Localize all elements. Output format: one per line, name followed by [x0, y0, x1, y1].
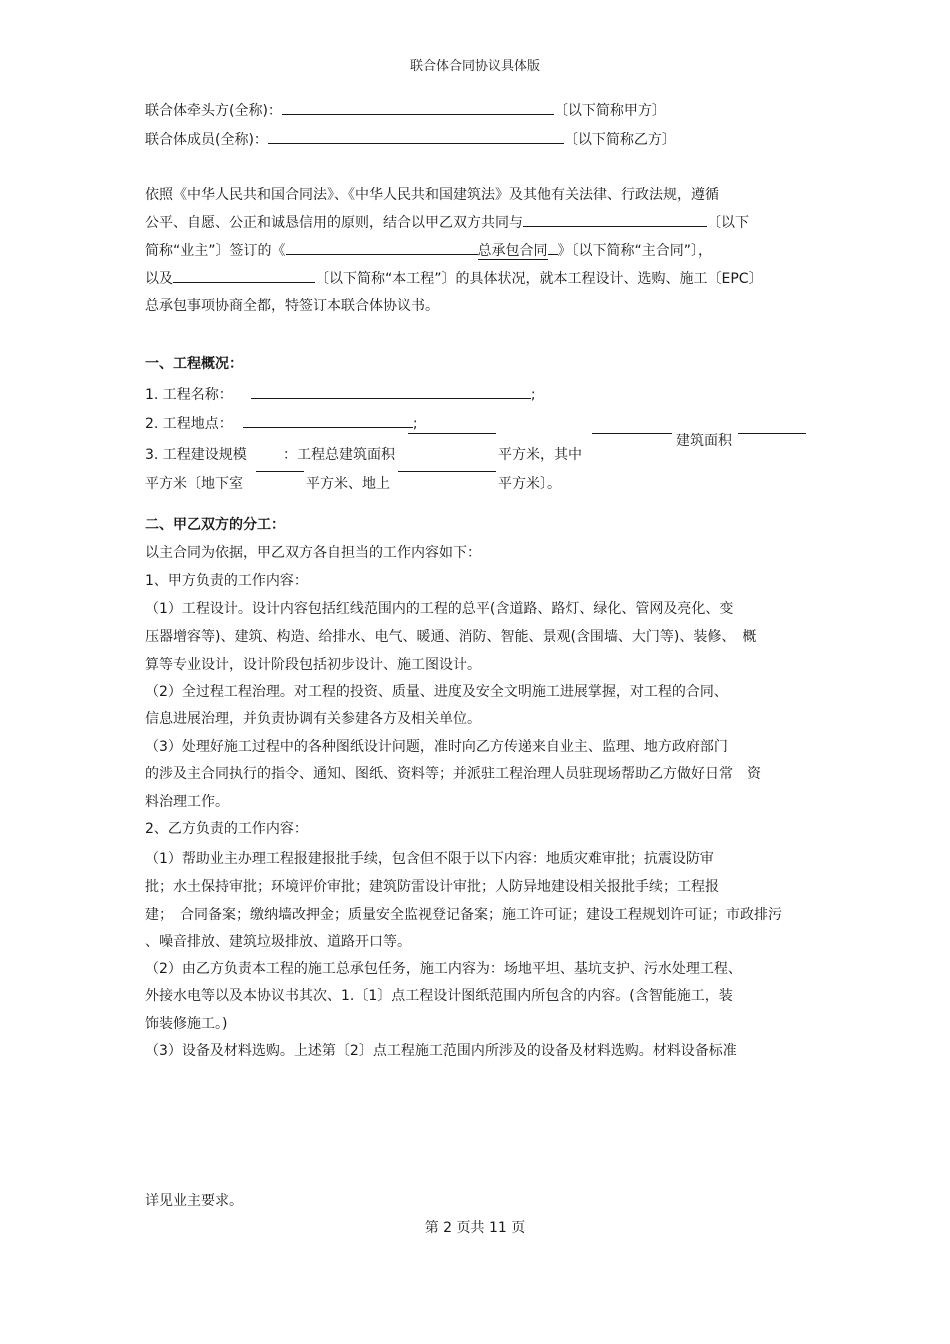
- project-location-item: 2. 工程地点： ;: [145, 413, 418, 433]
- party-b-item-2-line-3: 饰装修施工。): [145, 1016, 228, 1032]
- lead-party-suffix: 〔以下简称甲方〕: [553, 103, 666, 119]
- lead-party-line: [145, 100, 666, 120]
- lead-party-blank: [282, 100, 554, 115]
- project-name-item: 1. 工程名称： ;: [145, 384, 536, 404]
- area-type-blank: [592, 433, 672, 434]
- party-a-item-2-line-1: （2）全过程工程治理。对工程的投资、质量、进度及安全文明施工进展掌握，对工程的合同、: [145, 684, 728, 700]
- page-number: 第 2 页共 11 页: [424, 1220, 526, 1236]
- party-a-item-1-line-1: （1）工程设计。设计内容包括红线范围内的工程的总平(含道路、路灯、绿化、管网及亮化、变: [145, 601, 734, 617]
- basement-area-blank: [256, 471, 304, 472]
- member-party-label: 联合体成员(全称)：: [145, 132, 268, 148]
- document-header: 联合体合同协议具体版: [409, 59, 540, 74]
- scale-label: 3. 工程建设规模: [145, 447, 247, 463]
- project-location-field: [243, 413, 413, 428]
- party-b-item-2-line-1: （2）由乙方负责本工程的施工总承包任务，施工内容为：场地平坦、基坑支护、污水处理工程、: [145, 961, 742, 977]
- party-b-title: 2、乙方负责的工作内容：: [145, 821, 308, 837]
- intro-line-2: 公平、自愿、公正和诚恳信用的原则，结合以甲乙双方共同与 〔以下: [145, 212, 749, 232]
- area-type-label: 建筑面积: [676, 433, 732, 449]
- lead-party-label: 联合体牵头方(全称)：: [145, 103, 282, 119]
- section-1-title: 一、工程概况：: [145, 356, 243, 372]
- party-a-item-1-line-3: 算等专业设计，设计阶段包括初步设计、施工图设计。: [145, 657, 481, 673]
- intro-line-4: 以及 〔以下简称“本工程”〕的具体状况，就本工程设计、选购、施工〔EPC〕: [145, 268, 763, 288]
- contract-type: 总承包合同: [477, 243, 548, 259]
- area-unit-text: 平方米，其中: [498, 447, 582, 463]
- party-b-item-1-line-4: 、噪音排放、建筑垃圾排放、道路开口等。: [145, 934, 411, 950]
- party-a-item-3-line-3: 料治理工作。: [145, 794, 229, 810]
- party-b-item-2-line-2: 外接水电等以及本协议书其次、1.〔1〕点工程设计图纸范围内所包含的内容。(含智能施工，装: [145, 988, 733, 1004]
- party-b-item-1-line-3: 建； 合同备案；缴纳墙改押金；质量安全监视登记备案；施工许可证；建设工程规划许可证；市政排污: [145, 907, 782, 923]
- basement-label: 平方米〔地下室: [145, 476, 243, 492]
- aboveground-label: 平方米、地上: [306, 476, 390, 492]
- intro-line-1: 依照《中华人民共和国合同法》、《中华人民共和国建筑法》及其他有关法律、行政法规，遵循: [145, 187, 719, 203]
- total-area-blank: [408, 433, 496, 434]
- intro-line-5: 总承包事项协商全都，特签订本联合体协议书。: [145, 298, 439, 314]
- party-b-item-1-line-2: 批；水土保持审批；环境评价审批；建筑防雷设计审批；人防异地建设相关报批手续；工程报: [145, 879, 719, 895]
- project-name-field: [251, 384, 531, 399]
- aboveground-unit: 平方米〕。: [498, 476, 561, 492]
- member-party-suffix: 〔以下简称乙方〕: [563, 132, 676, 148]
- total-area-label: ：工程总建筑面积: [283, 447, 395, 463]
- party-b-item-3-line-2: 详见业主要求。: [145, 1193, 243, 1209]
- area-type-value-blank: [738, 433, 806, 434]
- intro-line-3: 简称“业主”〕签订的《 总承包合同 》〔以下简称“主合同”〕，: [145, 240, 712, 260]
- party-b-item-3-line-1: （3）设备及材料选购。上述第〔2〕点工程施工范围内所涉及的设备及材料选购。材料设备标准: [145, 1043, 737, 1059]
- member-party-line: [145, 129, 676, 149]
- party-a-item-3-line-1: （3）处理好施工过程中的各种图纸设计问题，准时向乙方传递来自业主、监理、地方政府部门: [145, 739, 728, 755]
- aboveground-area-blank: [398, 471, 496, 472]
- party-a-item-2-line-2: 信息进展治理，并负责协调有关参建各方及相关单位。: [145, 711, 481, 727]
- project-name-blank: [173, 268, 315, 283]
- division-intro: 以主合同为依据，甲乙双方各自担当的工作内容如下：: [145, 545, 481, 561]
- contract-name-blank: [286, 240, 478, 255]
- member-party-blank: [268, 129, 564, 144]
- party-a-item-3-line-2: 的涉及主合同执行的指令、通知、图纸、资料等；并派驻工程治理人员驻现场帮助乙方做好日常 资: [145, 766, 761, 782]
- party-a-item-1-line-2: 压器增容等)、建筑、构造、给排水、电气、暖通、消防、智能、景观(含围墙、大门等)、装修、 概: [145, 629, 757, 645]
- party-b-item-1-line-1: （1）帮助业主办理工程报建报批手续，包含但不限于以下内容：地质灾难审批；抗震设防审: [145, 851, 714, 867]
- owner-blank: [523, 212, 707, 227]
- party-a-title: 1、甲方负责的工作内容：: [145, 573, 308, 589]
- section-2-title: 二、甲乙双方的分工：: [145, 517, 285, 533]
